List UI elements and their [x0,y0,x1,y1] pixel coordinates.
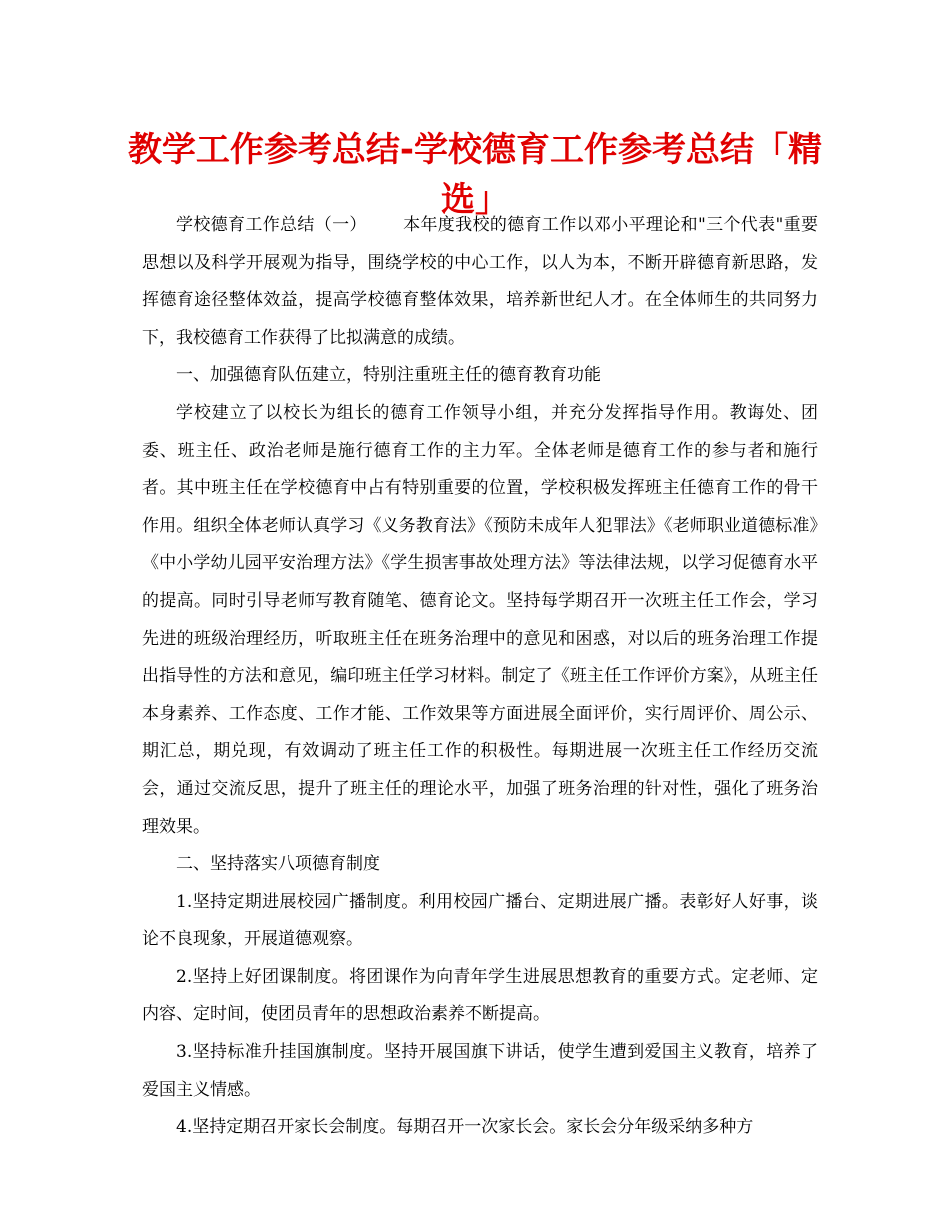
paragraph-text: 本年度我校的德育工作以邓小平理论和"三个代表"重要思想以及科学开展观为指导，围绕学校的中心工作，以人为本，不断开辟德育新思路，发挥德育途径整体效益，提高学校德育整体效果，培养新世纪人才。在全体师生的共同努力下，我校德育工作获得了比拟满意的成绩。 [142,215,819,348]
list-item: 4.坚持定期召开家长会制度。每期召开一次家长会。家长会分年级采纳多种方 [176,1117,754,1138]
paragraph-intro [142,207,818,357]
section-heading-2: 二、坚持落实八项德育制度 [176,854,380,875]
document-title: 教学工作参考总结-学校德育工作参考总结「精选」 [127,130,823,220]
list-item: 3.坚持标准升挂国旗制度。坚持开展国旗下讲话，使学生遭到爱国主义教育，培养了爱国主义情感。 [142,1042,818,1100]
list-item: 2.坚持上好团课制度。将团课作为向青年学生进展思想教育的重要方式。定老师、定内容、定时间，使团员青年的思想政治素养不断提高。 [142,966,818,1025]
paragraph: 学校建立了以校长为组长的德育工作领导小组，并充分发挥指导作用。教诲处、团委、班主任、政治老师是施行德育工作的主力军。全体老师是德育工作的参与者和施行者。其中班主任在学校德育中占有特别重要的位置，学校积极发挥班主任德育工作的骨干作用。组织全体老师认真学习《义务教育法》《预防未成年人犯罪法》《老师职业道德标准》《中小学幼儿园平安治理方法》《学生损害事故处理方法》等法律法规，以学习促德育水平的提高。同时引导老师写教育随笔、德育论文。坚持每学期召开一次班主任工作会，学习先进的班级治理经历，听取班主任在班务治理中的意见和困惑，对以后的班务治理工作提出指导性的方法和意见，编印班主任学习材料。制定了《班主任工作评价方案》，从班主任本身素养、工作态度、工作才能、工作效果等方面进展全面评价，实行周评价、周公示、期汇总，期兑现，有效调动了班主任工作的积极性。每期进展一次班主任工作经历交流会，通过交流反思，提升了班主任的理论水平，加强了班务治理的针对性，强化了班务治理效果。 [142,402,818,837]
document-body [142,207,818,1147]
list-item: 1.坚持定期进展校园广播制度。利用校园广播台、定期进展广播。表彰好人好事，谈论不良现象，开展道德观察。 [142,891,818,950]
section-lead: 学校德育工作总结（一） [176,215,367,235]
section-heading-1: 一、加强德育队伍建立，特别注重班主任的德育教育功能 [176,365,601,386]
